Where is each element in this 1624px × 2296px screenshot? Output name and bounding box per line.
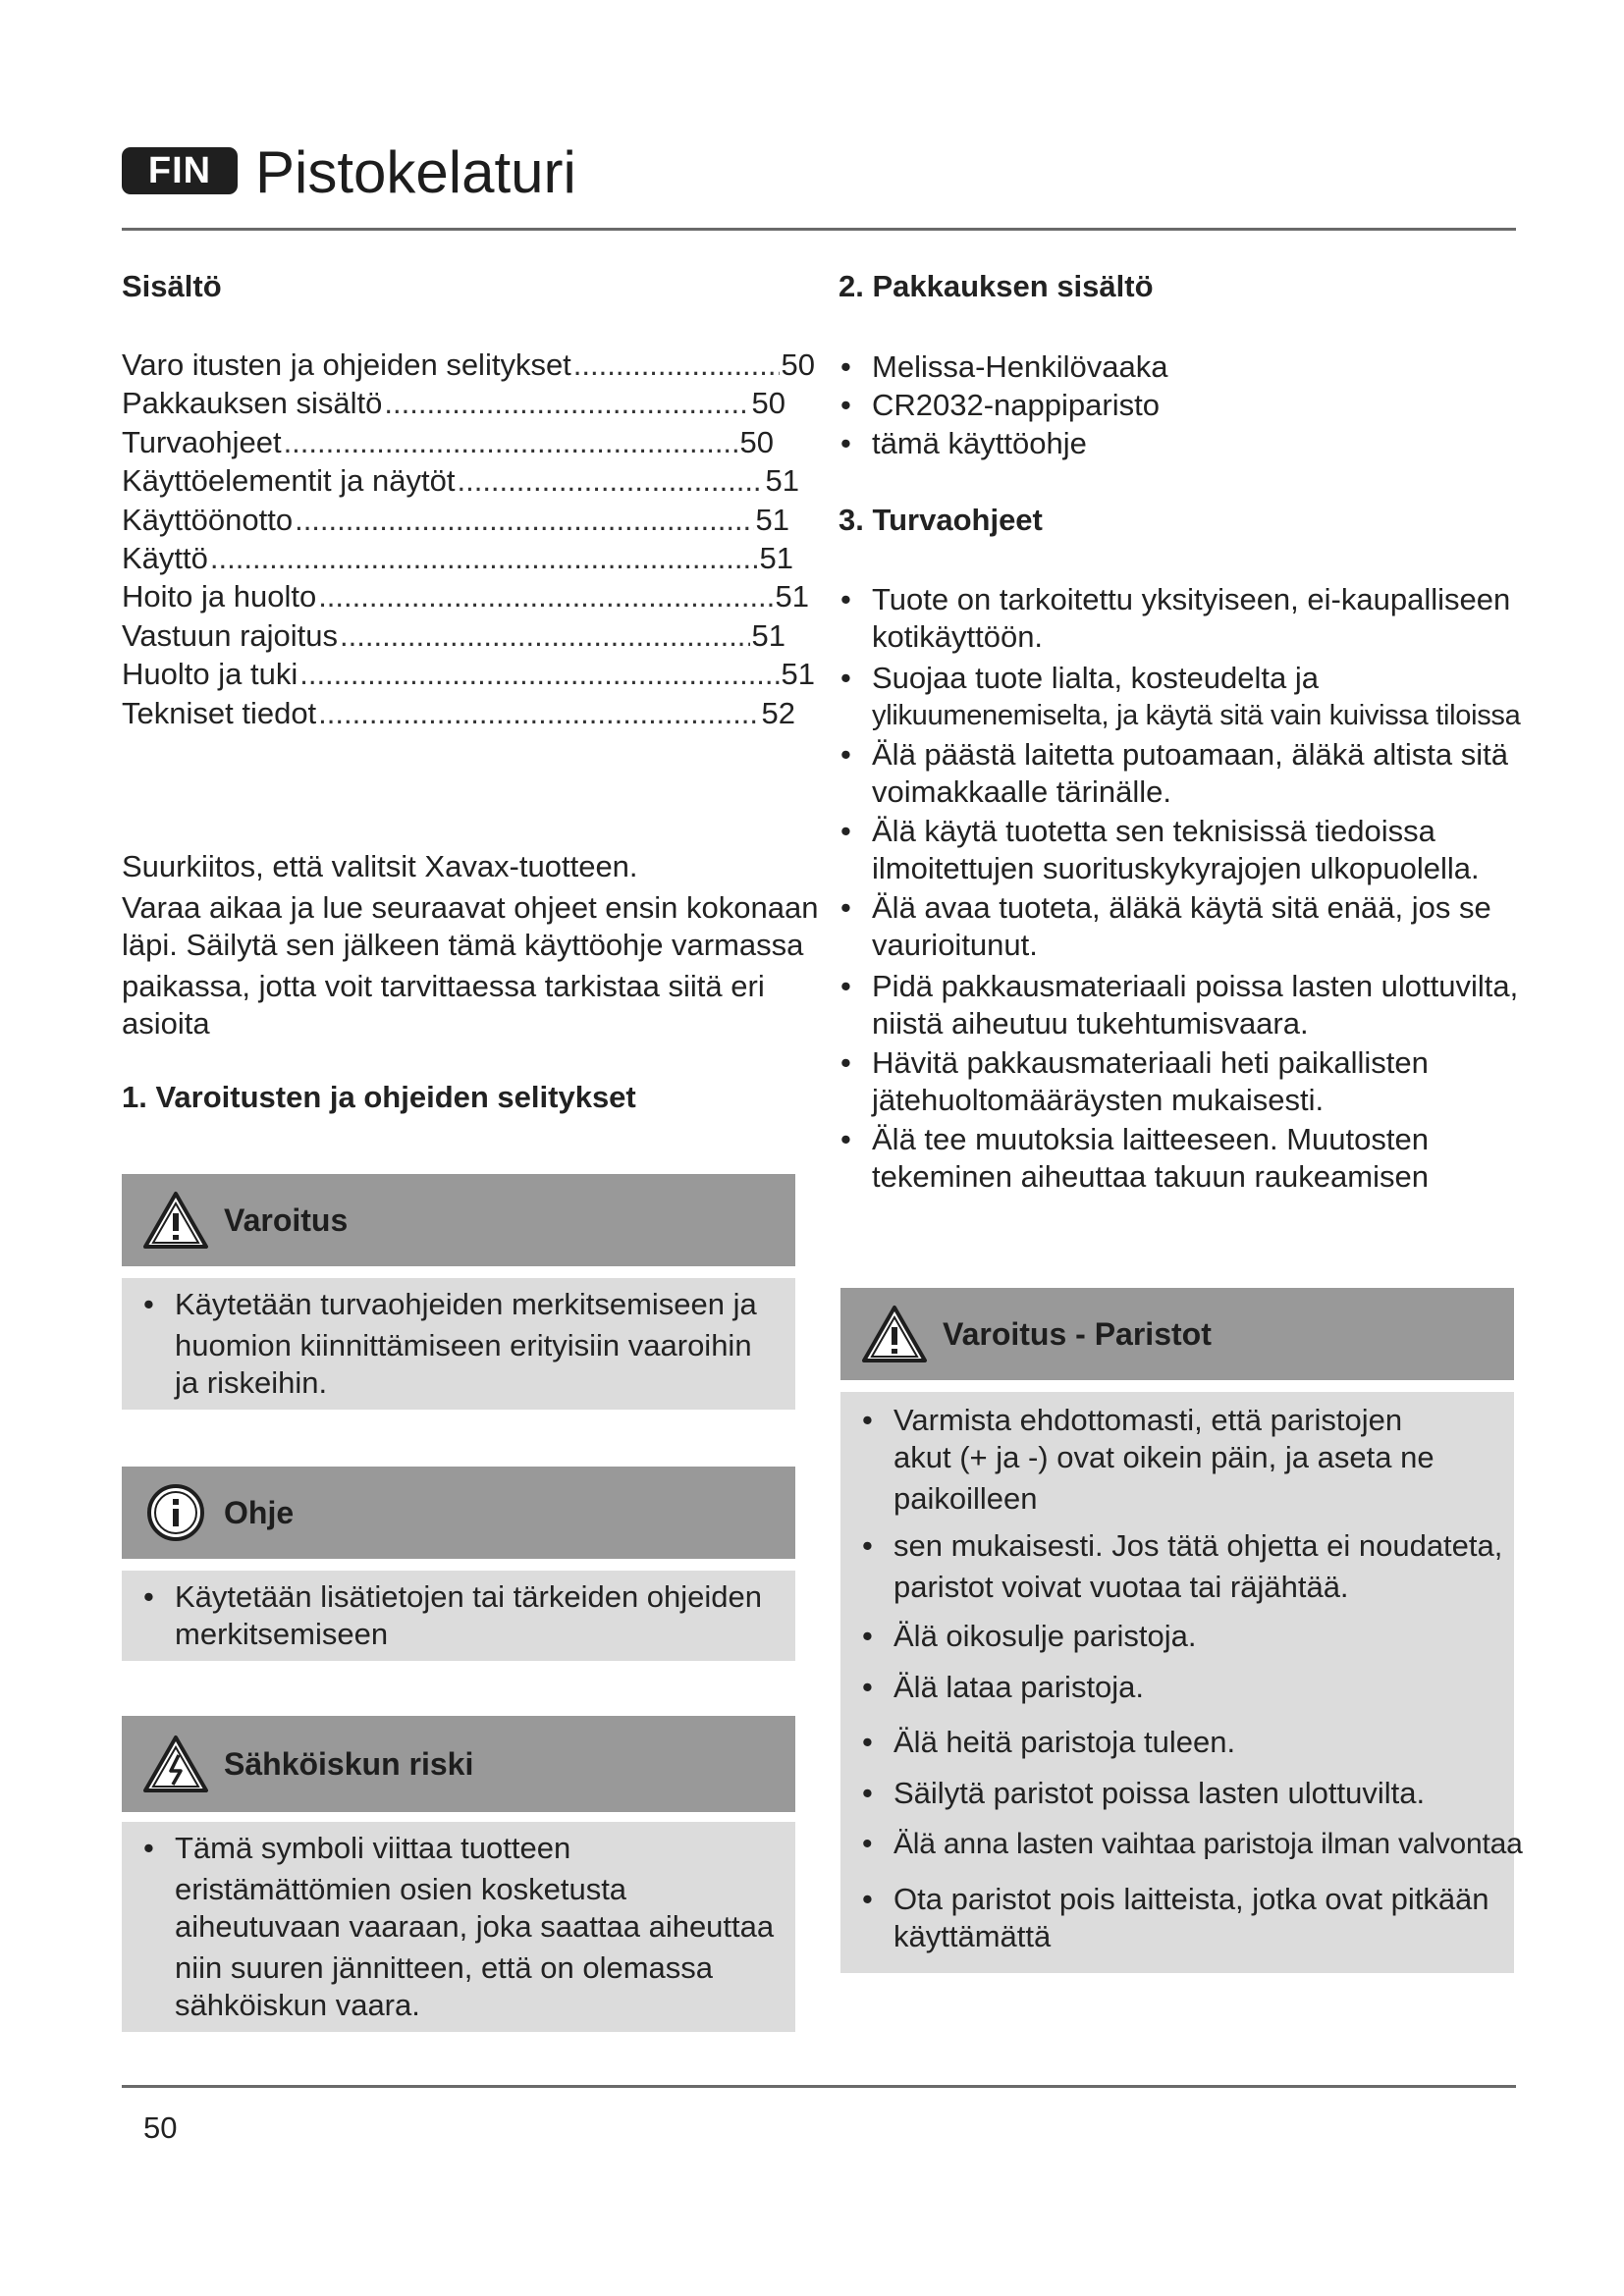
package-contents-list xyxy=(839,347,1516,462)
section1-heading: 1. Varoitusten ja ohjeiden selitykset xyxy=(122,1080,636,1114)
list-line: paristot voivat vuotaa tai räjähtää. xyxy=(893,1570,1349,1604)
toc-entry-page: 50 xyxy=(751,386,785,421)
list-item: • Säilytä paristot poissa lasten ulottuvilta. xyxy=(860,1775,1538,1812)
list-line: huomion kiinnittämiseen erityisiin vaaroihin xyxy=(175,1328,752,1362)
toc-leader xyxy=(295,501,753,539)
list-line: aiheutuvaan vaaraan, joka saattaa aiheuttaa xyxy=(175,1909,775,1944)
warning-triangle-icon xyxy=(860,1304,929,1364)
list-item xyxy=(860,1402,1538,1518)
toc-leader xyxy=(318,577,773,615)
toc-entry-label: Tekniset tiedot xyxy=(122,695,317,730)
toc-entry xyxy=(122,346,815,384)
toc-entry-label: Käyttöönotto xyxy=(122,502,294,537)
list-item xyxy=(839,968,1585,1042)
section2-heading: 2. Pakkauksen sisältö xyxy=(839,269,1154,303)
battery-warning-title: Varoitus - Paristot xyxy=(943,1315,1212,1352)
info-box-title: Ohje xyxy=(224,1494,295,1530)
toc-entry xyxy=(122,384,785,422)
shock-box-body xyxy=(122,1822,795,2032)
warning-box-header xyxy=(122,1174,795,1266)
list-line: • Ota paristot pois laitteista, jotka ovat pitkään xyxy=(893,1882,1489,1916)
battery-warning-header xyxy=(840,1288,1514,1380)
list-item xyxy=(860,1881,1538,1955)
info-box-header xyxy=(122,1467,795,1559)
list-line: • Hävitä pakkausmateriaali heti paikallisten xyxy=(872,1045,1429,1080)
list-line: eristämättömien osien kosketusta xyxy=(175,1872,627,1906)
list-line: • Suojaa tuote lialta, kosteudelta ja xyxy=(872,661,1319,695)
intro-line: paikassa, jotta voit tarvittaessa tarkistaa siitä eri xyxy=(122,969,765,1003)
list-item xyxy=(860,1527,1538,1606)
toc-leader xyxy=(384,384,749,422)
list-line: niistä aiheutuu tukehtumisvaara. xyxy=(872,1006,1309,1041)
toc-leader xyxy=(210,539,758,577)
list-item: • tämä käyttöohje xyxy=(839,424,1516,462)
toc-entry-label: Turvaohjeet xyxy=(122,424,282,459)
list-item: • Älä heitä paristoja tuleen. xyxy=(860,1724,1538,1761)
list-item xyxy=(839,813,1585,887)
battery-warning-body xyxy=(840,1392,1523,1973)
toc-heading: Sisältö xyxy=(122,269,222,303)
list-line: niin suuren jännitteen, että on olemassa xyxy=(175,1950,714,1985)
toc-entry-page: 50 xyxy=(739,424,774,459)
toc-entry-page: 51 xyxy=(775,579,809,614)
list-item xyxy=(839,581,1585,656)
toc-leader xyxy=(318,694,759,732)
language-badge: FIN xyxy=(122,147,238,194)
thanks-text: Suurkiitos, että valitsit Xavax-tuotteen. xyxy=(122,849,638,883)
toc-entry xyxy=(122,577,809,615)
list-line: • Tuote on tarkoitettu yksityiseen, ei-kaupalliseen xyxy=(872,582,1511,616)
list-line: paikoilleen xyxy=(893,1481,1038,1516)
toc-entry-page: 51 xyxy=(781,657,815,692)
list-line: ylikuumenemiselta, ja käytä sitä vain kuivissa tiloissa xyxy=(872,700,1521,731)
toc-leader xyxy=(299,655,779,693)
list-item xyxy=(141,1830,789,2024)
toc-entry xyxy=(122,655,815,693)
list-line: • Älä käytä tuotetta sen teknisissä tiedoissa xyxy=(872,814,1435,848)
toc-entry-label: Varo itusten ja ohjeiden selitykset xyxy=(122,347,571,382)
toc-entry-page: 51 xyxy=(765,463,799,499)
list-item: • Älä oikosulje paristoja. xyxy=(860,1618,1538,1655)
list-line: sähköiskun vaara. xyxy=(175,1988,420,2022)
list-item: • Älä lataa paristoja. xyxy=(860,1669,1538,1706)
toc-entry xyxy=(122,501,789,539)
intro-line: Varaa aikaa ja lue seuraavat ohjeet ensin kokonaan xyxy=(122,890,819,925)
list-item xyxy=(839,1044,1585,1119)
list-line: • sen mukaisesti. Jos tätä ohjetta ei noudateta, xyxy=(893,1528,1503,1563)
list-line: kotikäyttöön. xyxy=(872,619,1044,654)
warning-box-title: Varoitus xyxy=(224,1201,349,1238)
toc-entry-page: 52 xyxy=(761,695,795,730)
toc-entry xyxy=(122,461,799,500)
list-line: voimakkaalle tärinälle. xyxy=(872,774,1171,809)
toc-entry-label: Hoito ja huolto xyxy=(122,579,317,614)
toc-entry-page: 51 xyxy=(755,502,789,537)
safety-instructions-list xyxy=(839,581,1585,1196)
list-line: jätehuoltomääräysten mukaisesti. xyxy=(872,1083,1325,1117)
list-line: • Pidä pakkausmateriaali poissa lasten ulottuvilta, xyxy=(872,969,1519,1003)
list-item xyxy=(141,1286,770,1402)
list-line: vaurioitunut. xyxy=(872,928,1038,962)
toc-entry-label: Käyttöelementit ja näytöt xyxy=(122,463,456,499)
warning-box-body xyxy=(122,1278,795,1410)
table-of-contents xyxy=(122,346,815,732)
toc-entry xyxy=(122,423,774,461)
toc-entry-label: Pakkauksen sisältö xyxy=(122,386,383,421)
warning-triangle-icon xyxy=(141,1190,210,1251)
list-item: • Melissa-Henkilövaaka xyxy=(839,347,1516,386)
list-item xyxy=(839,889,1585,964)
toc-entry xyxy=(122,539,793,577)
toc-entry-label: Huolto ja tuki xyxy=(122,657,298,692)
shock-box-header xyxy=(122,1716,795,1812)
list-line: käyttämättä xyxy=(893,1919,1052,1953)
toc-leader xyxy=(284,423,738,461)
page-title: Pistokelaturi xyxy=(255,139,576,205)
intro-line: läpi. Säilytä sen jälkeen tämä käyttöohje varmassa xyxy=(122,928,804,962)
info-box-body xyxy=(122,1571,795,1661)
toc-entry-page: 50 xyxy=(781,347,815,382)
toc-leader xyxy=(457,461,763,500)
list-item: • Älä anna lasten vaihtaa paristoja ilman valvontaa xyxy=(860,1826,1538,1863)
toc-entry-page: 51 xyxy=(751,617,785,653)
list-item xyxy=(839,736,1585,811)
toc-entry-label: Käyttö xyxy=(122,540,208,575)
list-line: • Käytetään turvaohjeiden merkitsemiseen ja xyxy=(175,1287,757,1321)
list-line: • Käytetään lisätietojen tai tärkeiden ohjeiden xyxy=(175,1579,763,1614)
section3-heading: 3. Turvaohjeet xyxy=(839,503,1043,537)
header-divider xyxy=(122,228,1516,231)
page-number: 50 xyxy=(143,2110,178,2145)
toc-leader xyxy=(340,616,750,655)
list-line: • Älä avaa tuoteta, äläkä käytä sitä enää, jos se xyxy=(872,890,1491,925)
footer-divider xyxy=(122,2085,1516,2088)
list-item xyxy=(839,660,1585,734)
intro-line: asioita xyxy=(122,1006,210,1041)
list-line: • Älä tee muutoksia laitteeseen. Muutosten xyxy=(872,1122,1429,1156)
list-item xyxy=(141,1578,780,1653)
list-line: ilmoitettujen suorituskykyrajojen ulkopuolella. xyxy=(872,851,1480,885)
info-box-list xyxy=(141,1578,780,1653)
list-line: • Varmista ehdottomasti, että paristojen xyxy=(893,1403,1403,1437)
list-line: ja riskeihin. xyxy=(175,1365,328,1400)
warning-box-list xyxy=(141,1286,770,1402)
list-item xyxy=(839,1121,1585,1196)
list-item: • CR2032-nappiparisto xyxy=(839,386,1516,424)
toc-leader xyxy=(573,346,780,384)
battery-warning-list xyxy=(860,1402,1538,1955)
electric-shock-icon xyxy=(141,1734,210,1794)
info-icon xyxy=(141,1482,210,1543)
toc-entry xyxy=(122,694,795,732)
toc-entry-label: Vastuun rajoitus xyxy=(122,617,338,653)
shock-box-title: Sähköiskun riski xyxy=(224,1745,474,1782)
toc-entry-page: 51 xyxy=(759,540,793,575)
list-line: akut (+ ja -) ovat oikein päin, ja aseta ne xyxy=(893,1440,1435,1474)
list-line: • Tämä symboli viittaa tuotteen xyxy=(175,1831,571,1865)
shock-box-list xyxy=(141,1830,789,2024)
toc-entry xyxy=(122,616,785,655)
list-line: • Älä päästä laitetta putoamaan, äläkä altista sitä xyxy=(872,737,1508,772)
list-line: merkitsemiseen xyxy=(175,1617,389,1651)
intro-paragraph xyxy=(122,889,829,1042)
list-line: tekeminen aiheuttaa takuun raukeamisen xyxy=(872,1159,1429,1194)
